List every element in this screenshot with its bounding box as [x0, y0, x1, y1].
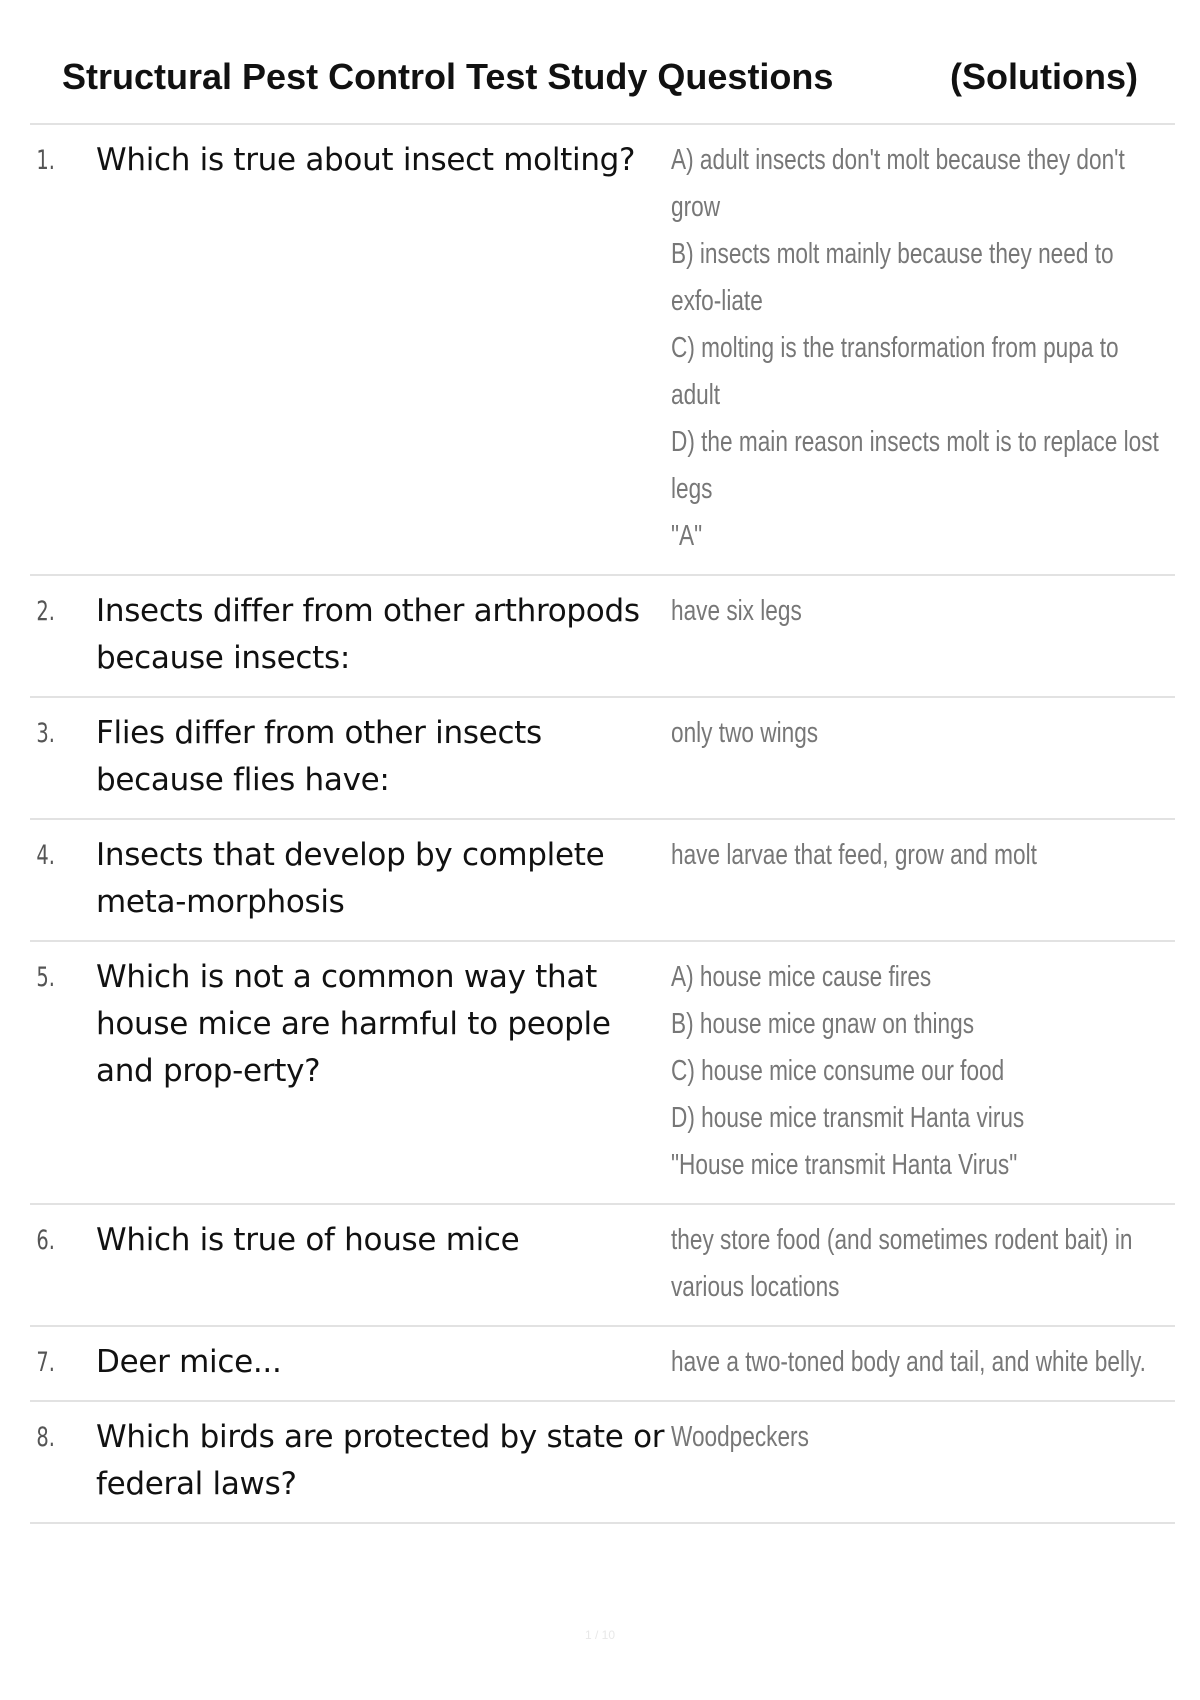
question-text: Which is not a common way that house mice are harmful to people and prop-erty? — [96, 959, 611, 1089]
answer-line: have a two-toned body and tail, and white belly. — [671, 1346, 1146, 1378]
answer-line: only two wings — [671, 717, 819, 749]
question-row — [30, 820, 1175, 942]
question-row — [30, 1205, 1175, 1327]
question-number: 3. — [36, 718, 55, 749]
answer-line: D) house mice transmit Hanta virus — [671, 1102, 1025, 1134]
question-number: 8. — [36, 1422, 55, 1453]
question-row — [30, 576, 1175, 698]
answer-text — [667, 137, 1167, 560]
answer-line: A) adult insects don't molt because they don't grow — [671, 144, 1125, 223]
answer-line: C) molting is the transformation from pupa to adult — [671, 332, 1119, 411]
answer-text — [667, 1414, 1167, 1508]
question-text: Which birds are protected by state or federal laws? — [96, 1419, 665, 1502]
answer-text — [667, 710, 1167, 804]
question-text: Insects differ from other arthropods because insects: — [96, 593, 640, 676]
question-row — [30, 942, 1175, 1205]
question-number: 2. — [36, 596, 55, 627]
answer-line: "A" — [671, 520, 703, 552]
question-text: Which is true about insect molting? — [96, 142, 636, 178]
answer-text — [667, 588, 1167, 682]
answer-line: have six legs — [671, 595, 802, 627]
question-row — [30, 1402, 1175, 1524]
question-text: Insects that develop by complete meta-morphosis — [96, 837, 605, 920]
question-number: 5. — [36, 962, 55, 993]
answer-line: Woodpeckers — [671, 1421, 809, 1453]
question-text: Deer mice... — [96, 1344, 282, 1380]
answer-line: A) house mice cause fires — [671, 961, 932, 993]
question-number: 7. — [36, 1347, 55, 1378]
question-number: 1. — [36, 145, 55, 176]
question-text: Which is true of house mice — [96, 1222, 520, 1258]
answer-line: C) house mice consume our food — [671, 1055, 1005, 1087]
answer-line: D) the main reason insects molt is to replace lost legs — [671, 426, 1159, 505]
answer-line: have larvae that feed, grow and molt — [671, 839, 1037, 871]
document-subtitle: (Solutions) — [950, 56, 1138, 97]
page-number: 1 / 10 — [584, 1628, 616, 1642]
answer-line: B) insects molt mainly because they need to exfo-liate — [671, 238, 1114, 317]
document-header — [62, 52, 1138, 102]
answer-line: B) house mice gnaw on things — [671, 1008, 975, 1040]
question-row — [30, 1327, 1175, 1402]
answer-text — [667, 1217, 1167, 1311]
answer-line: they store food (and sometimes rodent bait) in various locations — [671, 1224, 1133, 1303]
document-title: Structural Pest Control Test Study Questions — [62, 56, 834, 97]
answer-line: "House mice transmit Hanta Virus" — [671, 1149, 1018, 1181]
answer-text — [667, 1339, 1167, 1386]
answer-text — [667, 832, 1167, 926]
question-row — [30, 125, 1175, 576]
question-number: 4. — [36, 840, 55, 871]
answer-text — [667, 954, 1167, 1189]
question-row — [30, 698, 1175, 820]
question-list — [30, 125, 1175, 1524]
question-text: Flies differ from other insects because flies have: — [96, 715, 542, 798]
question-number: 6. — [36, 1225, 55, 1256]
